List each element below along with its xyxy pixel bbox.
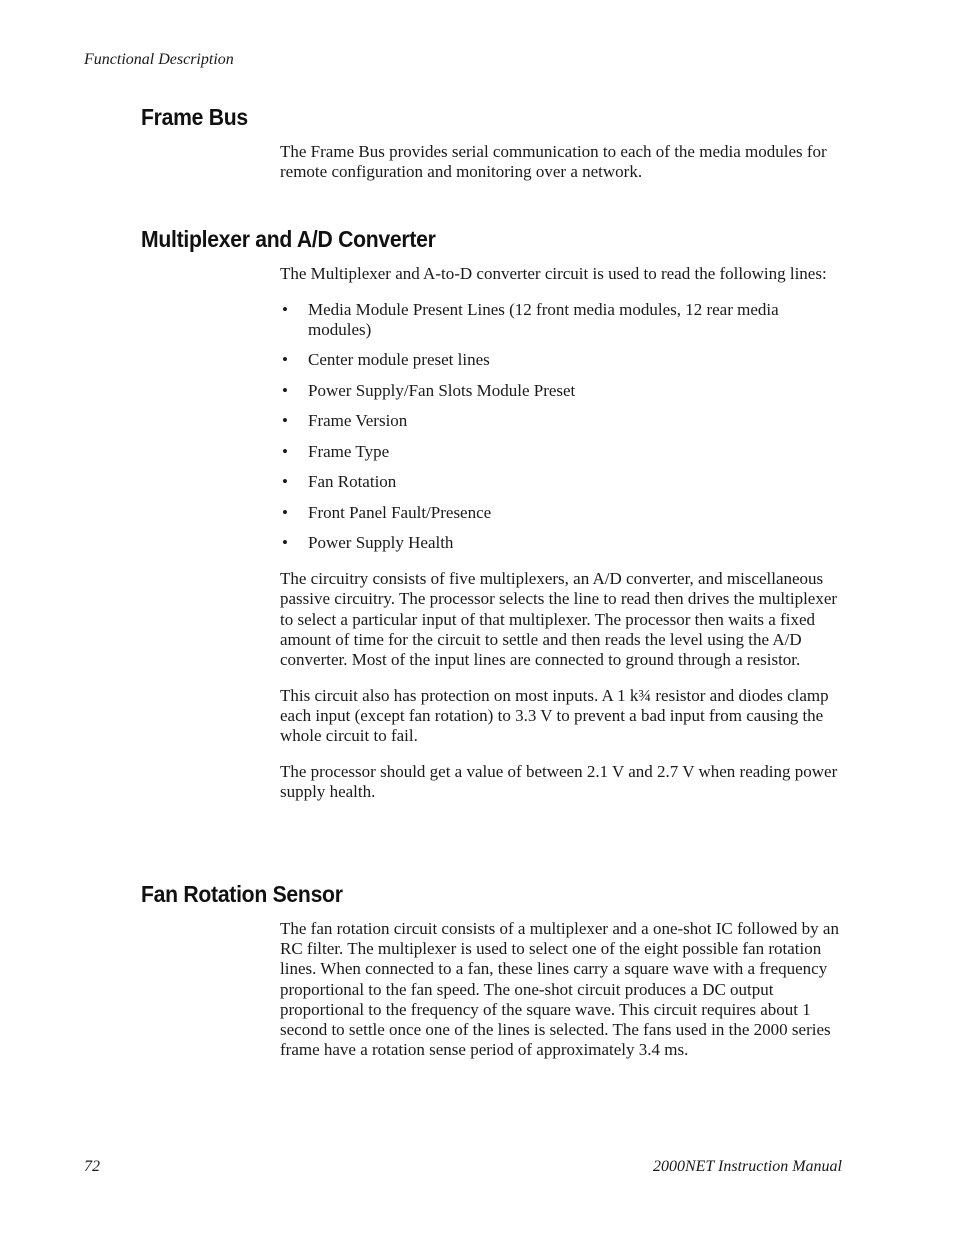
list-item-text: Media Module Present Lines (12 front media modules, 12 rear media modules) xyxy=(308,299,779,339)
list-item-text: Front Panel Fault/Presence xyxy=(308,502,492,522)
section-title-multiplexer: Multiplexer and A/D Converter xyxy=(141,226,436,252)
bullet-icon: • xyxy=(282,533,288,553)
list-item-text: Frame Version xyxy=(308,411,408,431)
bullet-icon: • xyxy=(282,472,288,492)
bullet-icon: • xyxy=(282,299,288,319)
multiplexer-body xyxy=(280,264,842,818)
paragraph: The fan rotation circuit consists of a multiplexer and a one-shot IC followed by an RC filter. The multiplexer is used to select one of the eight possible fan rotation lines. When connected to a fan, these lines carry a square wave with a frequency proportional to the fan speed. The one-shot circuit produces a DC output proportional to the frequency of the square wave. This circuit requires about 1 second to settle once one of the lines is selected. The fans used in the 2000 series frame have a rotation sense period of approximately 3.4 ms. xyxy=(280,919,839,1060)
bullet-icon: • xyxy=(282,380,288,400)
list-item xyxy=(280,350,842,370)
list-item-text: Power Supply/Fan Slots Module Preset xyxy=(308,380,576,400)
running-head: Functional Description xyxy=(84,51,234,68)
frame-bus-body xyxy=(280,142,842,198)
section-title-frame-bus: Frame Bus xyxy=(141,104,248,130)
list-item xyxy=(280,442,842,462)
list-item xyxy=(280,503,842,523)
list-item xyxy=(280,411,842,431)
paragraph: The circuitry consists of five multiplexers, an A/D converter, and miscellaneous passive circuitry. The processor selects the line to read then drives the multiplexer to select a particular input of that multiplexer. The processor then waits a fixed amount of time for the circuit to settle and then reads the level using the A/D converter. Most of the input lines are connected to ground through a resistor. xyxy=(280,569,838,669)
manual-title: 2000NET Instruction Manual xyxy=(652,1158,842,1175)
paragraph: This circuit also has protection on most inputs. A 1 k¾ resistor and diodes clamp each input (except fan rotation) to 3.3 V to prevent a bad input from causing the whole circuit to fail. xyxy=(280,685,829,746)
section-title-fan-rotation: Fan Rotation Sensor xyxy=(141,881,343,907)
list-item-text: Power Supply Health xyxy=(308,533,454,553)
list-item xyxy=(280,381,842,401)
list-item xyxy=(280,300,842,340)
bullet-list xyxy=(280,300,842,554)
bullet-icon: • xyxy=(282,441,288,461)
paragraph: The Frame Bus provides serial communication to each of the media modules for remote configuration and monitoring over a network. xyxy=(280,142,827,182)
bullet-icon: • xyxy=(282,411,288,431)
bullet-icon: • xyxy=(282,350,288,370)
bullet-icon: • xyxy=(282,502,288,522)
list-item-text: Fan Rotation xyxy=(308,472,397,492)
list-item-text: Frame Type xyxy=(308,441,390,461)
fan-rotation-body xyxy=(280,919,842,1076)
list-item xyxy=(280,472,842,492)
paragraph: The processor should get a value of between 2.1 V and 2.7 V when reading power supply health. xyxy=(280,761,838,801)
page-number: 72 xyxy=(84,1158,100,1175)
list-item xyxy=(280,533,842,553)
list-item-text: Center module preset lines xyxy=(308,350,490,370)
paragraph: The Multiplexer and A-to-D converter circuit is used to read the following lines: xyxy=(280,264,827,283)
